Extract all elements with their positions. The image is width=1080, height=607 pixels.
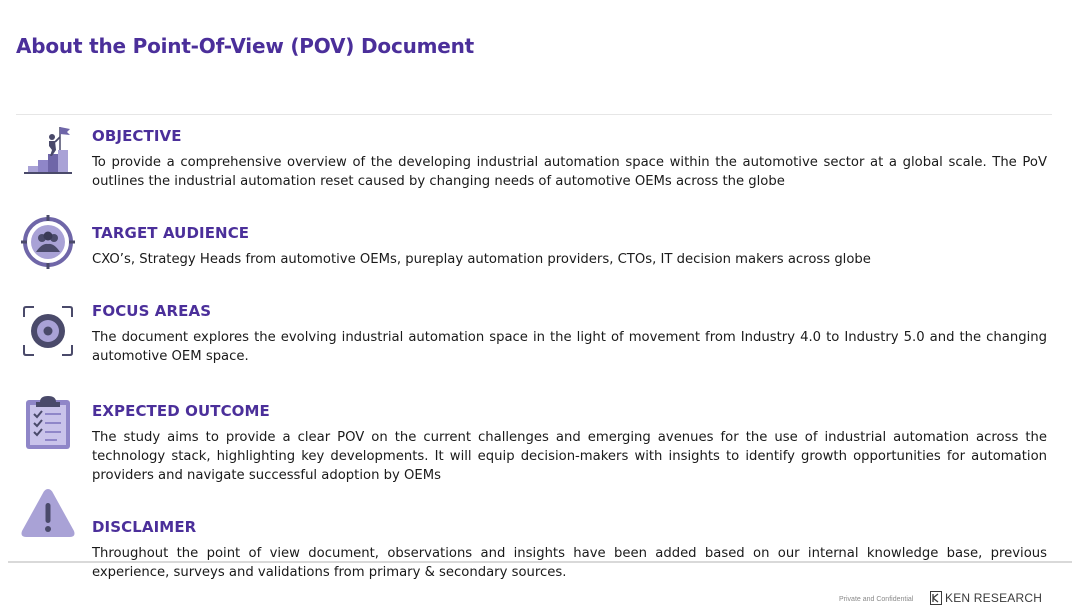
- ken-research-logo-icon: [930, 591, 942, 605]
- warning-triangle-icon: [20, 485, 76, 541]
- confidential-label: Private and Confidential: [839, 596, 914, 603]
- section-heading: FOCUS AREAS: [92, 302, 212, 320]
- section-body: CXO’s, Strategy Heads from automotive OEMs, pureplay automation providers, CTOs, IT decision makers across globe: [92, 252, 871, 267]
- summit-flag-icon: [20, 124, 76, 180]
- section-body: Throughout the point of view document, observations and insights have been added based on our internal knowledge base, previous experience, surveys and validations from primary & secondary sources.: [92, 546, 1047, 580]
- clipboard-checklist-icon: [20, 395, 76, 451]
- audience-target-icon: [20, 214, 76, 270]
- section-body: To provide a comprehensive overview of the developing industrial automation space within the automotive sector at a global scale. The PoV outlines the industrial automation reset caused by changing needs of automotive OEMs across the globe: [92, 155, 1047, 189]
- logo-text: KEN RESEARCH: [945, 591, 1043, 605]
- footer-divider: [8, 561, 1072, 563]
- section-heading: TARGET AUDIENCE: [92, 224, 250, 242]
- section-heading: EXPECTED OUTCOME: [92, 402, 270, 420]
- section-body: The document explores the evolving industrial automation space in the light of movement from Industry 4.0 to Industry 5.0 and the changing automotive OEM space.: [92, 330, 1047, 364]
- focus-target-icon: [20, 303, 76, 359]
- page-title: About the Point-Of-View (POV) Document: [16, 34, 475, 58]
- section-body: The study aims to provide a clear POV on the current challenges and emerging avenues for the use of industrial automation across the technology stack, highlighting key developments. It will equip decision-makers with insights to identify growth opportunities for automation providers and navigate successful adoption by OEMs: [92, 430, 1047, 483]
- section-heading: DISCLAIMER: [92, 518, 197, 536]
- company-logo: [930, 590, 1042, 606]
- header-divider: [16, 114, 1052, 115]
- section-heading: OBJECTIVE: [92, 127, 182, 145]
